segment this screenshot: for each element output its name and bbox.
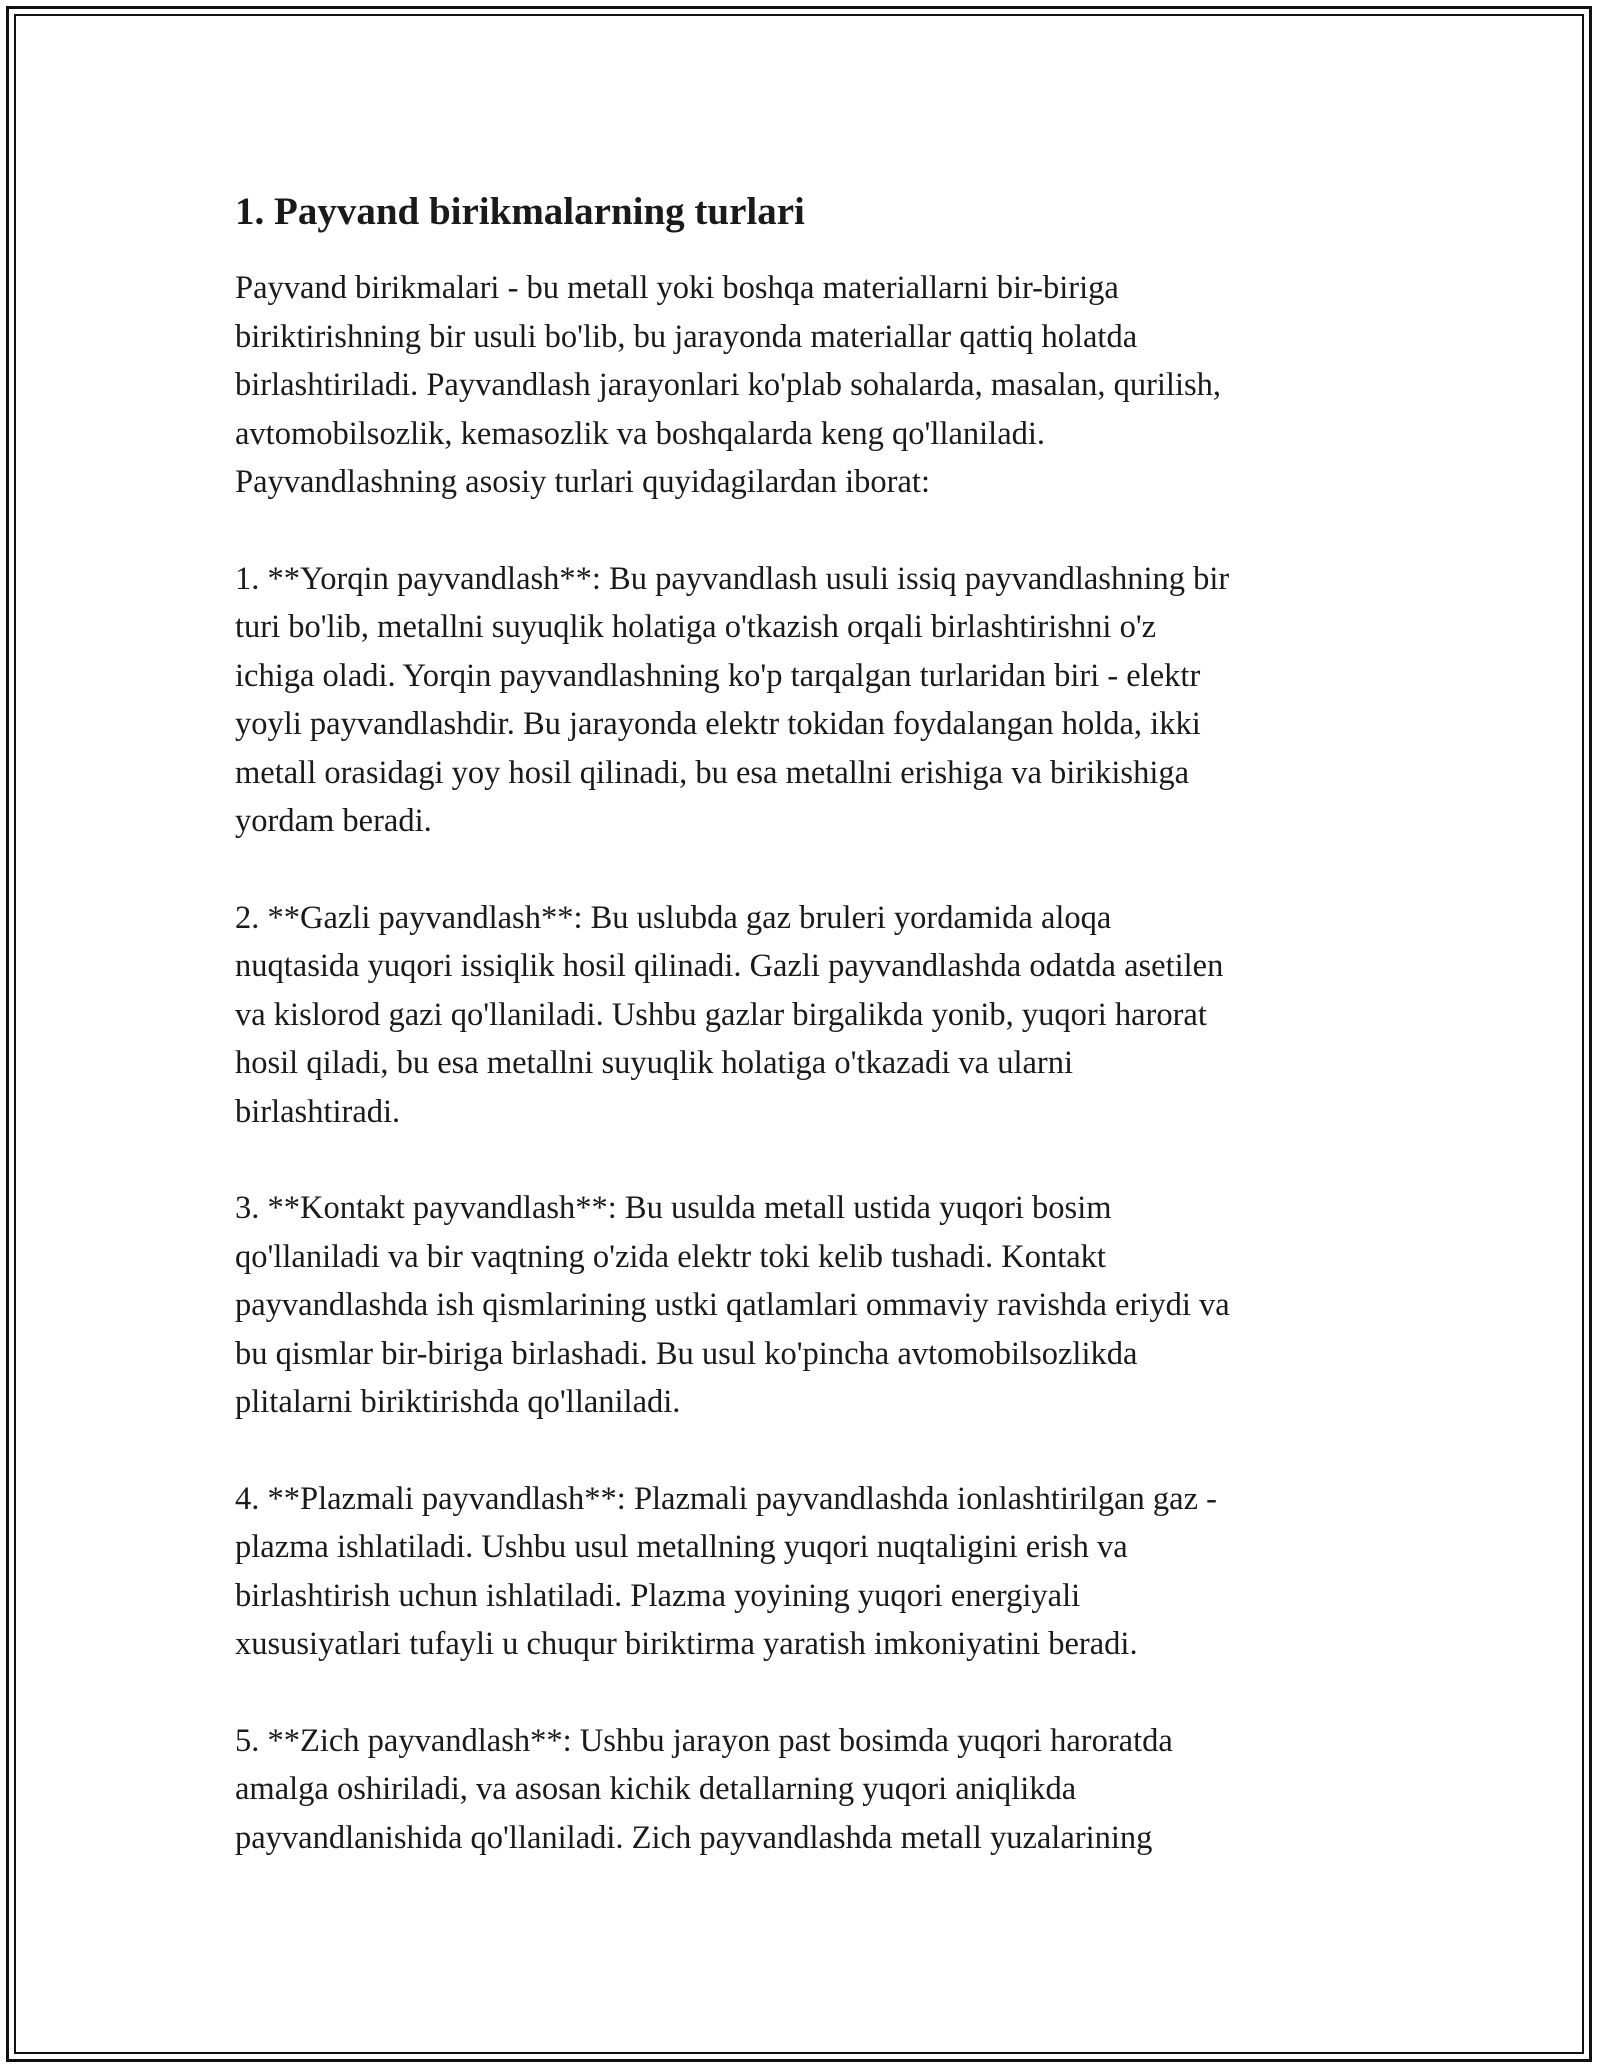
intro-paragraph: Payvand birikmalari - bu metall yoki boshqa materiallarni bir-biriga biriktirishning bir usuli bo'lib, bu jarayonda materiallar qattiq holatda birlashtiriladi. Payvandlash jarayonlari ko'plab sohalarda, masalan, qurilish, avtomobilsozlik, kemasozlik va boshqalarda keng qo'llaniladi. Payvandlashning asosiy turlari quyidagilardan iborat: (235, 270, 1222, 500)
document-body (235, 186, 1385, 1910)
document-title: 1. Payvand birikmalarning turlari (235, 190, 805, 233)
paragraph-gazli-payvandlash: 2. **Gazli payvandlash**: Bu uslubda gaz bruleri yordamida aloqa nuqtasida yuqori issiqlik hosil qilinadi. Gazli payvandlashda odatda asetilen va kislorod gazi qo'llaniladi. Ushbu gazlar birgalikda yonib, yuqori harorat hosil qiladi, bu esa metallni suyuqlik holatiga o'tkazadi va ularni birlashtiradi. (235, 899, 1224, 1130)
paragraph-kontakt-payvandlash: 3. **Kontakt payvandlash**: Bu usulda metall ustida yuqori bosim qo'llaniladi va bir vaqtning o'zida elektr toki kelib tushadi. Kontakt payvandlashda ish qismlarining ustki qatlamlari ommaviy ravishda eriydi va bu qismlar bir-biriga birlashadi. Bu usul ko'pincha avtomobilsozlikda plitalarni biriktirishda qo'llaniladi. (235, 1190, 1230, 1420)
paragraph-yorqin-payvandlash: 1. **Yorqin payvandlash**: Bu payvandlash usuli issiq payvandlashning bir turi bo'lib, metallni suyuqlik holatiga o'tkazish orqali birlashtirishni o'z ichiga oladi. Yorqin payvandlashning ko'p tarqalgan turlaridan biri - elektr yoyli payvandlashdir. Bu jarayonda elektr tokidan foydalangan holda, ikki metall orasidagi yoy hosil qilinadi, bu esa metallni erishiga va birikishiga yordam beradi. (235, 560, 1230, 839)
paragraph-plazmali-payvandlash: 4. **Plazmali payvandlash**: Plazmali payvandlashda ionlashtirilgan gaz - plazma ishlatiladi. Ushbu usul metallning yuqori nuqtaligini erish va birlashtirish uchun ishlatiladi. Plazma yoyining yuqori energiyali xususiyatlari tufayli u chuqur biriktirma yaratish imkoniyatini beradi. (235, 1480, 1217, 1662)
paragraph-zich-payvandlash: 5. **Zich payvandlash**: Ushbu jarayon past bosimda yuqori haroratda amalga oshiriladi, va asosan kichik detallarning yuqori aniqlikda payvandlanishida qo'llaniladi. Zich payvandlashda metall yuzalarining (235, 1722, 1173, 1856)
